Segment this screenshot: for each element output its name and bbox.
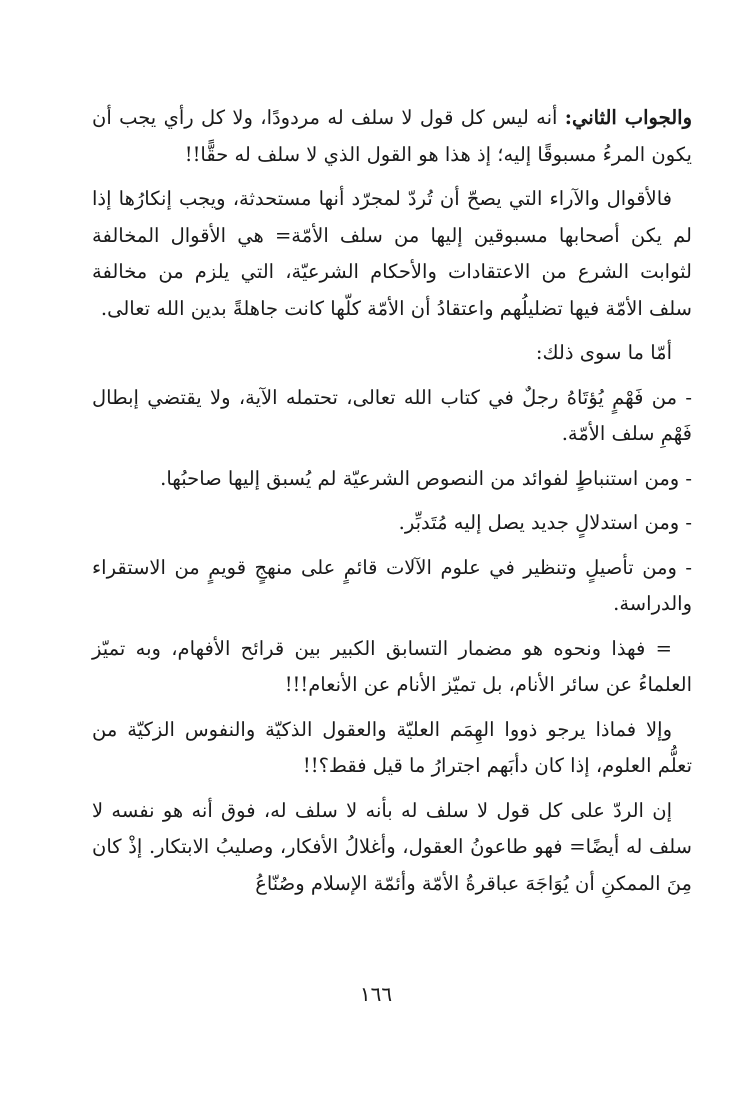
paragraph-1 <box>92 100 692 173</box>
paragraph-text: إن الردّ على كل قول لا سلف له بأنه لا سلف له، فوق أنه هو نفسه لا سلف له أيضًا= فهو طاعونُ العقول، وأغلالُ الأفكار، وصليبُ الابتكار. إذْ كان مِنَ الممكنِ أن يُوَاجَهَ عباقرةُ الأمّة وأئمّة الإسلام وصُنّاعُ <box>92 798 692 895</box>
list-item-4 <box>92 550 692 623</box>
list-item-2 <box>92 461 692 498</box>
list-item-1 <box>92 380 692 453</box>
list-item-text: - ومن تأصيلٍ وتنظير في علوم الآلات قائمٍ على منهجٍ قويمٍ من الاستقراء والدراسة. <box>92 555 692 615</box>
page-number: ١٦٦ <box>359 982 393 1006</box>
paragraph-text: = فهذا ونحوه هو مضمار التسابق الكبير بين قرائح الأفهام، وبه تميّز العلماءُ عن سائر الأنام، بل تميّز الأنام عن الأنعام!!! <box>92 636 692 696</box>
list-item-3 <box>92 505 692 542</box>
paragraph-text: فالأقوال والآراء التي يصحّ أن تُردّ لمجرّد أنها مستحدثة، ويجب إنكارُها إذا لم يكن أصحابها مسبوقين إليها من سلف الأمّة= هي الأقوال المخالفة لثوابت الشرع من الاعتقادات والأحكام الشرعيّة، التي يلزم من مخالفة سلف الأمّة فيها تضليلُهم واعتقادُ أن الأمّة كلّها كانت جاهلةً بدين الله تعالى. <box>92 187 692 320</box>
page-body <box>92 100 692 910</box>
list-item-text: - ومن استدلالٍ جديد يصل إليه مُتَدبِّر. <box>398 511 692 534</box>
paragraph-2 <box>92 181 692 327</box>
paragraph-text: أمّا ما سوى ذلك: <box>535 341 672 364</box>
list-item-text: - ومن استنباطٍ لفوائد من النصوص الشرعيّة لم يُسبق إليها صاحبُها. <box>160 466 692 490</box>
paragraph-text: وإلا فماذا يرجو ذووا الهِمَم العليّة والعقول الذكيّة والنفوس الزكيّة من تعلُّم العلوم، إذا كان دأبَهم اجترارُ ما قيل فقط؟!! <box>92 717 692 777</box>
list-item-text: - من فَهْمٍ يُؤتَاهُ رجلٌ في كتاب الله تعالى، تحتمله الآية، ولا يقتضي إبطال فَهْمِ سلف الأمّة. <box>92 385 692 445</box>
paragraph-6 <box>92 793 692 903</box>
paragraph-3 <box>92 335 692 372</box>
paragraph-text: أنه ليس كل قول لا سلف له مردودًا، ولا كل رأي يجب أن يكون المرءُ مسبوقًا إليه؛ إذ هذا هو القول الذي لا سلف له حقًّا!! <box>92 106 692 166</box>
paragraph-5 <box>92 712 692 785</box>
paragraph-lead: والجواب الثاني: <box>564 106 692 129</box>
paragraph-4 <box>92 631 692 704</box>
